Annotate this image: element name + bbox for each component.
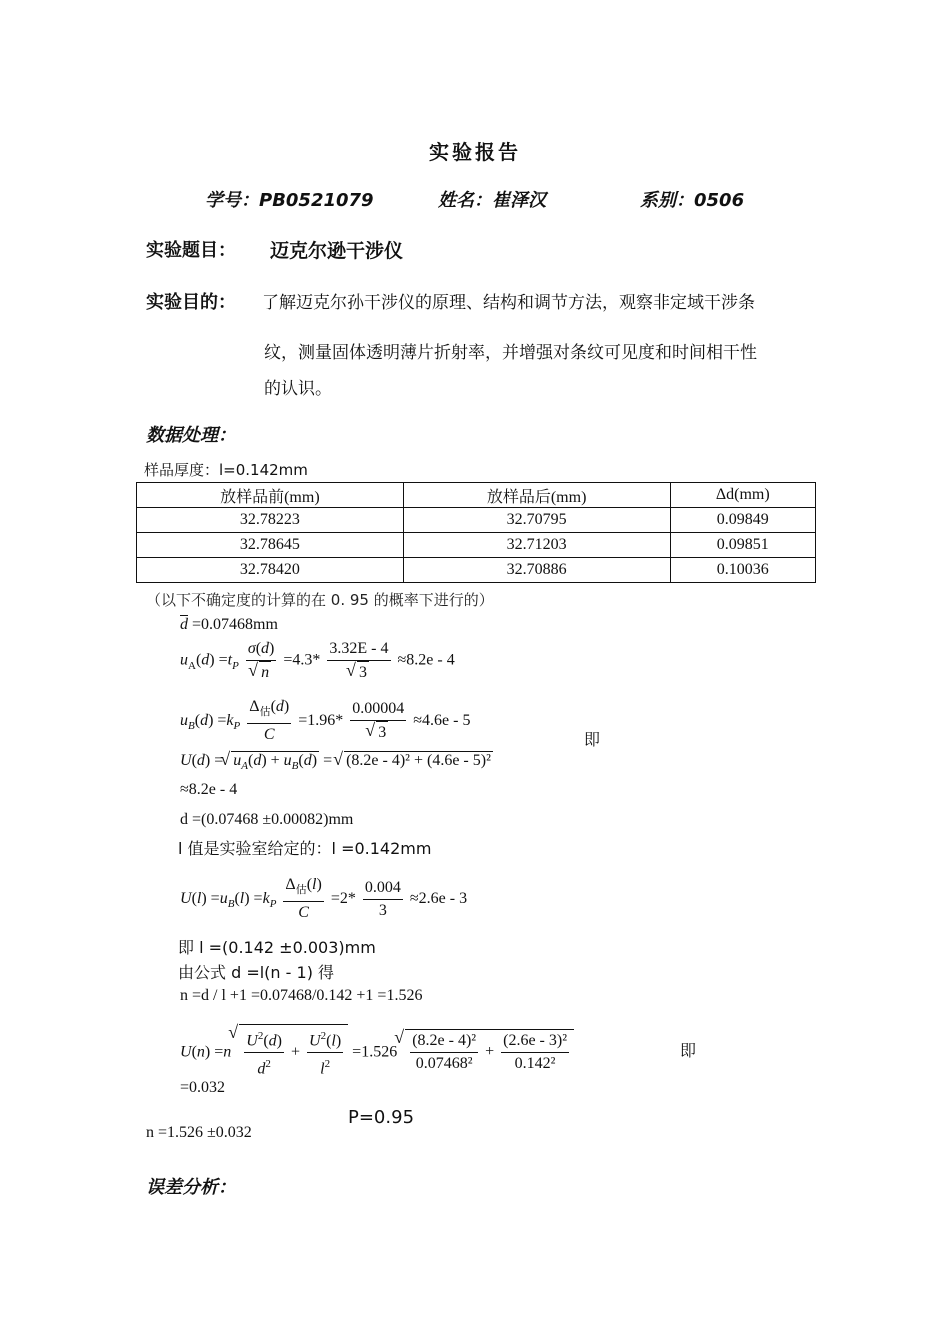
table-cell: 0.10036: [670, 558, 816, 583]
Ud-equation: U(d) = √ $u_A(d) + u_B(d)$ = √ (8.2e - 4)² + (4.6e - 5)²: [180, 751, 493, 772]
purpose-line-1: 了解迈克尔孙干涉仪的原理、结构和调节方法，观察非定域干涉条: [262, 293, 755, 313]
Ud-rhs: √ (8.2e - 4)² + (4.6e - 5)²: [344, 751, 493, 770]
ji-label-1: 即: [584, 730, 601, 749]
Ul-factor: =2*: [330, 889, 356, 907]
table-header: Δd(mm): [670, 483, 816, 508]
uA-equation: $u_A(d) =t_P$ σ(d) √ n =4.3* 3.32E - 4 √ 3 ≈8.2e - 4: [180, 638, 455, 684]
Ul-denominator: 3: [378, 901, 387, 919]
table-cell: 0.09849: [670, 508, 816, 533]
d-final: d =(0.07468 ±0.00082)mm: [180, 811, 354, 828]
n-calc: n =d / l +1 =0.07468/0.142 +1 =1.526: [180, 987, 423, 1004]
table-cell: 32.78420: [137, 558, 404, 583]
ji-label-2: 即: [680, 1041, 697, 1060]
table-row: [137, 533, 816, 558]
data-processing-label: 数据处理：: [146, 425, 236, 446]
uA-numerator: 3.32E - 4: [327, 638, 390, 661]
uB-numerator: 0.00004: [350, 698, 406, 721]
d-bar-line: $\overline{d} =0.07468mm$: [180, 616, 278, 633]
Ul-result: ≈2.6e - 3: [409, 889, 468, 907]
department: 系别：0506: [640, 190, 745, 211]
Ul-equation: $U(l) =u_B(l) =k_P$ $\frac{\Delta_估(l)}{C}$ =2* $\frac{0.004}{3}$ ≈2.6e - 3: [180, 876, 468, 922]
Ul-numerator: 0.004: [363, 877, 403, 900]
experiment-title: 迈克尔逊干涉仪: [270, 240, 404, 262]
confidence-note: （以下不确定度的计算的在 0. 95 的概率下进行的）: [146, 591, 494, 609]
uA-result: ≈8.2e - 4: [397, 651, 455, 669]
purpose-line-3: 的认识。: [264, 379, 332, 399]
table-header: 放样品后(mm): [403, 483, 670, 508]
n-final: n =1.526 ±0.032: [146, 1124, 252, 1141]
Un-num-2: (2.6e - 3)²: [501, 1030, 569, 1053]
student-name: 姓名：崔泽汉: [438, 190, 546, 211]
table-cell: 0.09851: [670, 533, 816, 558]
Un-equation: U(n) =n √ $\frac{U^2(d)}{d^2}$ + $\frac{U^2(l)}{l^2}$ =1.526 √ $\frac{\text{(8.2e - 4)²}}{\text{0.07468²}}$ + $\frac{\text{(2.6e - 3)²}}{\text{0.142²}}$: [180, 1024, 574, 1081]
table-cell: 32.70886: [403, 558, 670, 583]
Un-result: =0.032: [180, 1079, 226, 1096]
uA-denominator: √ 3: [357, 661, 369, 684]
Un-num-1: √ (8.2e - 4)²: [410, 1030, 478, 1053]
student-id: 学号：PB0521079: [205, 190, 374, 211]
Ud-result: ≈8.2e - 4: [180, 781, 238, 798]
l-final: 即 l =(0.142 ±0.003)mm: [178, 938, 376, 957]
table-cell: 32.71203: [403, 533, 670, 558]
uB-result: ≈4.6e - 5: [413, 711, 471, 729]
table-row: [137, 508, 816, 533]
experiment-title-label: 实验题目：: [146, 240, 236, 261]
Un-den-1: 0.07468²: [415, 1055, 473, 1073]
d-bar-value: =0.07468mm: [192, 616, 278, 633]
sample-thickness: 样品厚度：l=0.142mm: [144, 461, 308, 479]
table-cell: 32.78645: [137, 533, 404, 558]
purpose-line-2: 纹，测量固体透明薄片折射率，并增强对条纹可见度和时间相干性: [264, 343, 757, 363]
Un-mid: =1.526: [352, 1043, 398, 1061]
Un-den-2: 0.142²: [514, 1055, 556, 1073]
table-cell: 32.78223: [137, 508, 404, 533]
error-analysis-label: 误差分析：: [146, 1177, 236, 1198]
report-title: 实验报告: [429, 140, 521, 164]
l-given: l 值是实验室给定的：l =0.142mm: [178, 839, 432, 858]
uB-factor: =1.96*: [298, 711, 344, 729]
table-header-row: [137, 483, 816, 508]
table-row: [137, 558, 816, 583]
p-value: P=0.95: [348, 1107, 415, 1128]
formula-intro: 由公式 d =l(n - 1) 得: [178, 963, 335, 982]
uB-denominator: √ 3: [376, 721, 388, 744]
table-header: 放样品前(mm): [137, 483, 404, 508]
measurement-table: [136, 482, 816, 583]
uB-equation: $u_B(d) =k_P$ $\frac{\Delta_估(d)}{C}$ =1.96* 0.00004 √ 3 ≈4.6e - 5: [180, 696, 470, 746]
purpose-label: 实验目的：: [146, 292, 236, 313]
table-cell: 32.70795: [403, 508, 670, 533]
uA-factor: =4.3*: [283, 651, 321, 669]
